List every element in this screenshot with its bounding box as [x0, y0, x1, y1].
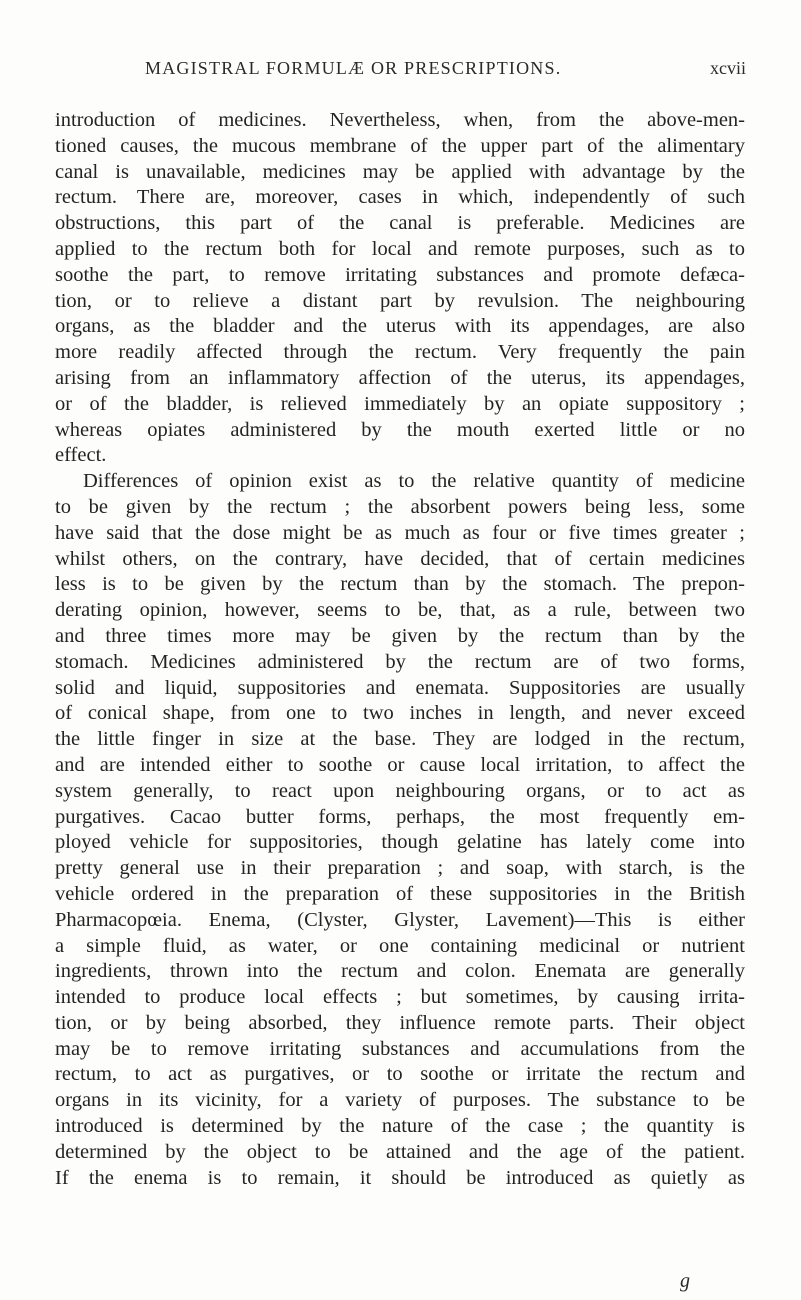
text-line: solid and liquid, suppositories and enemata. Suppositories are usually: [55, 676, 745, 699]
text-line: whilst others, on the contrary, have decided, that of certain medicines: [55, 547, 745, 570]
text-line: tion, or to relieve a distant part by revulsion. The neighbouring: [55, 289, 745, 312]
text-line: may be to remove irritating substances and accumulations from the: [55, 1037, 745, 1060]
paragraph-start-line: Differences of opinion exist as to the relative quantity of medicine: [83, 470, 745, 493]
text-line: more readily affected through the rectum. Very frequently the pain: [55, 341, 745, 364]
text-line: and three times more may be given by the rectum than by the: [55, 624, 745, 647]
text-line: soothe the part, to remove irritating substances and promote defæca-: [55, 263, 745, 286]
text-line: to be given by the rectum ; the absorbent powers being less, some: [55, 495, 745, 518]
text-line: ingredients, thrown into the rectum and colon. Enemata are generally: [55, 960, 745, 983]
text-line: vehicle ordered in the preparation of these suppositories in the British: [55, 882, 745, 905]
text-line: have said that the dose might be as much as four or five times greater ;: [55, 521, 745, 544]
page-number: xcvii: [710, 58, 746, 78]
text-line: introduction of medicines. Nevertheless, when, from the above-men-: [55, 109, 745, 131]
text-line: of conical shape, from one to two inches in length, and never exceed: [55, 702, 745, 725]
text-line: organs in its vicinity, for a variety of purposes. The substance to be: [55, 1089, 745, 1112]
text-line: If the enema is to remain, it should be introduced as quietly as: [55, 1166, 745, 1189]
text-line: effect.: [55, 444, 107, 467]
text-line: intended to produce local effects ; but sometimes, by causing irrita-: [55, 986, 745, 1009]
text-line: and are intended either to soothe or cause local irritation, to affect the: [55, 753, 745, 776]
text-line: canal is unavailable, medicines may be applied with advantage by the: [55, 160, 745, 183]
text-line: system generally, to react upon neighbouring organs, or to act as: [55, 779, 745, 802]
text-line: determined by the object to be attained and the age of the patient.: [55, 1140, 745, 1163]
text-line: organs, as the bladder and the uterus with its appendages, are also: [55, 315, 745, 338]
text-line: less is to be given by the rectum than by the stomach. The prepon-: [55, 573, 745, 596]
text-line: or of the bladder, is relieved immediately by an opiate suppository ;: [55, 392, 745, 415]
text-line: rectum. There are, moreover, cases in which, independently of such: [55, 186, 745, 209]
text-line: ployed vehicle for suppositories, though gelatine has lately come into: [55, 831, 745, 854]
signature-mark: g: [680, 1270, 690, 1292]
text-line: tioned causes, the mucous membrane of the upper part of the alimentary: [55, 134, 745, 157]
text-line: Pharmacopœia. Enema, (Clyster, Glyster, Lavement)—This is either: [55, 908, 745, 931]
text-line: tion, or by being absorbed, they influence remote parts. Their object: [55, 1011, 745, 1034]
body-text: [55, 108, 745, 1191]
text-line: derating opinion, however, seems to be, that, as a rule, between two: [55, 599, 745, 622]
text-line: whereas opiates administered by the mouth exerted little or no: [55, 418, 745, 441]
text-line: stomach. Medicines administered by the rectum are of two forms,: [55, 650, 745, 673]
text-line: purgatives. Cacao butter forms, perhaps, the most frequently em-: [55, 805, 745, 828]
text-line: introduced is determined by the nature of the case ; the quantity is: [55, 1115, 745, 1138]
running-title: MAGISTRAL FORMULÆ OR PRESCRIPTIONS.: [145, 58, 562, 78]
text-line: pretty general use in their preparation ; and soap, with starch, is the: [55, 857, 745, 880]
text-line: the little finger in size at the base. They are lodged in the rectum,: [55, 728, 745, 751]
text-line: applied to the rectum both for local and remote purposes, such as to: [55, 237, 745, 260]
text-line: obstructions, this part of the canal is preferable. Medicines are: [55, 212, 745, 235]
text-line: a simple fluid, as water, or one containing medicinal or nutrient: [55, 934, 745, 957]
text-line: rectum, to act as purgatives, or to soothe or irritate the rectum and: [55, 1063, 745, 1086]
text-line: arising from an inflammatory affection of the uterus, its appendages,: [55, 366, 745, 389]
